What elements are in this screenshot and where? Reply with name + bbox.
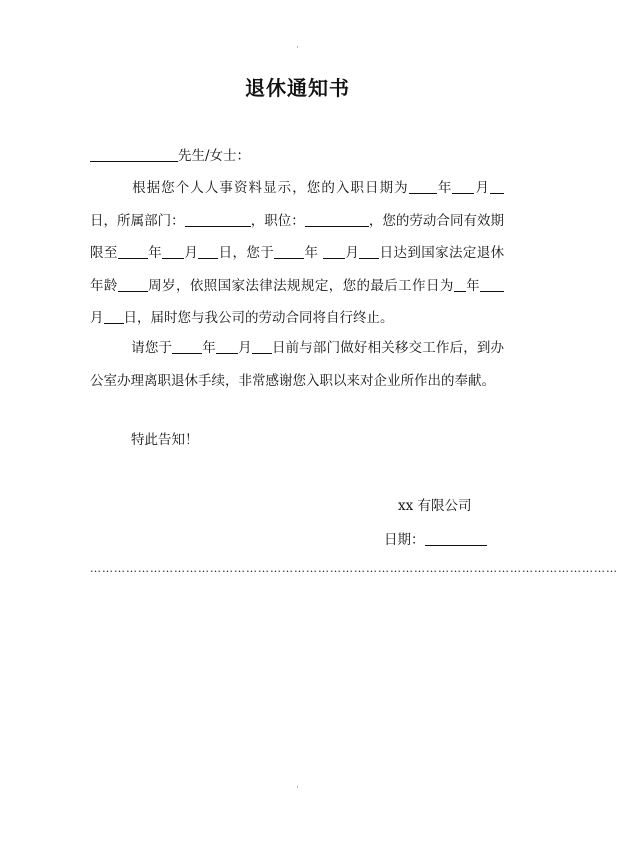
p1-intro: 根据您个人人事资料显示，您的入职日期为 xyxy=(131,180,409,196)
p1-age-label: 周岁，依照国家法律法规规定，您的最后工作日为 xyxy=(147,277,454,294)
salutation-line xyxy=(90,146,250,166)
handover-month-blank[interactable] xyxy=(216,339,238,354)
p1-day-you-label: 日，您于 xyxy=(218,245,275,261)
p1-month4-label: 月 xyxy=(90,310,104,326)
page-bottom-mark: · xyxy=(296,783,299,792)
page-top-mark: · xyxy=(296,43,299,52)
p1-month3-label: 月 xyxy=(345,245,360,261)
position-blank[interactable] xyxy=(305,212,369,227)
p1-contract-label: ，您的劳动合同有效期限至 xyxy=(90,212,505,261)
last-day-month-blank[interactable] xyxy=(480,277,504,292)
handover-day-blank[interactable] xyxy=(252,339,272,354)
paragraph-closing xyxy=(90,424,504,457)
p1-day-dept-label: 日，所属部门： xyxy=(90,212,185,229)
contract-day-blank[interactable] xyxy=(198,244,218,259)
paragraph-handover xyxy=(90,332,504,397)
signature-date-blank[interactable] xyxy=(425,531,487,546)
retire-day-blank[interactable] xyxy=(359,244,379,259)
handover-year-blank[interactable] xyxy=(172,339,202,354)
p2-rest: 日前与部门做好相关移交工作后，到办公室办理离职退休手续，非常感谢您入职以来对企业所作出的奉献。 xyxy=(90,340,505,389)
retire-month-blank[interactable] xyxy=(323,244,345,259)
hire-month-blank[interactable] xyxy=(452,179,474,194)
p2-year-label: 年 xyxy=(202,340,216,356)
retire-year-blank[interactable] xyxy=(274,244,304,259)
p1-year2-label: 年 xyxy=(147,245,162,261)
hire-year-blank[interactable] xyxy=(409,179,437,194)
hire-day-blank[interactable] xyxy=(490,179,504,194)
retire-age-blank[interactable] xyxy=(118,277,148,292)
p1-year4-label: 年 xyxy=(465,277,481,294)
paragraph-notice xyxy=(90,172,504,335)
name-blank[interactable] xyxy=(90,147,178,162)
p2-intro: 请您于 xyxy=(131,340,173,356)
p1-year3-label: 年 xyxy=(304,245,319,261)
contract-year-blank[interactable] xyxy=(118,244,148,259)
p2-month-label: 月 xyxy=(237,340,252,356)
dotted-cut-line: …………………………………………………………………………………………………………………… xyxy=(90,562,618,575)
closing-text: 特此告知！ xyxy=(131,432,199,448)
document-title: 退休通知书 xyxy=(245,76,350,100)
last-day-day-blank[interactable] xyxy=(104,309,124,324)
p1-position-label: ，职位： xyxy=(250,212,305,229)
last-day-year-blank[interactable] xyxy=(454,277,466,292)
company-name: xx 有限公司 xyxy=(398,498,472,514)
signature-date-line xyxy=(384,530,487,550)
p1-reach-label: 日达到国家法定退休年龄 xyxy=(90,245,505,294)
date-label: 日期： xyxy=(384,532,425,548)
p1-month-label: 月 xyxy=(474,180,490,196)
salutation-text: 先生/女士： xyxy=(178,148,251,164)
p1-end-label: 日，届时您与我公司的劳动合同将自行终止。 xyxy=(123,310,394,326)
p1-month2-label: 月 xyxy=(184,245,199,261)
contract-month-blank[interactable] xyxy=(162,244,184,259)
department-blank[interactable] xyxy=(185,212,251,227)
p1-year-label: 年 xyxy=(436,180,453,196)
